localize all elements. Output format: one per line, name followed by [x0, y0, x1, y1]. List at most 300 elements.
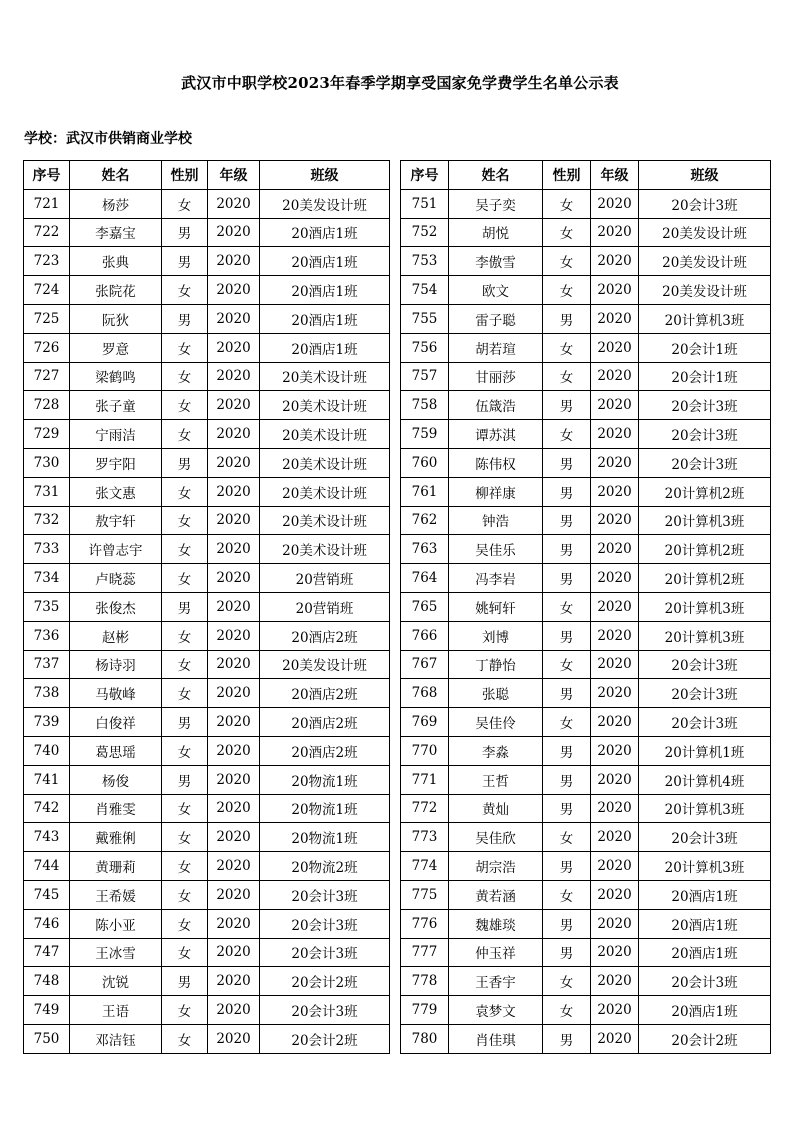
cell-class: 20美术设计班 [260, 535, 390, 564]
cell-class: 20美术设计班 [260, 420, 390, 449]
table-header-row [24, 161, 390, 190]
cell-grade: 2020 [591, 708, 639, 737]
cell-gender: 男 [543, 448, 591, 477]
cell-gender: 男 [543, 1024, 591, 1053]
cell-class: 20营销班 [260, 564, 390, 593]
cell-index: 732 [24, 506, 70, 535]
cell-grade: 2020 [591, 909, 639, 938]
cell-gender: 女 [162, 736, 208, 765]
col-header-grade: 年级 [591, 161, 639, 190]
cell-grade: 2020 [591, 247, 639, 276]
cell-class: 20计算机3班 [639, 794, 771, 823]
cell-name: 阮狄 [70, 304, 162, 333]
table-row [24, 736, 390, 765]
cell-class: 20酒店1班 [260, 218, 390, 247]
table-row [24, 477, 390, 506]
cell-name: 张俊杰 [70, 592, 162, 621]
col-header-name: 姓名 [449, 161, 543, 190]
cell-gender: 女 [543, 362, 591, 391]
cell-gender: 男 [162, 592, 208, 621]
cell-name: 肖雅雯 [70, 794, 162, 823]
cell-index: 768 [401, 679, 449, 708]
col-header-class: 班级 [260, 161, 390, 190]
cell-grade: 2020 [591, 362, 639, 391]
cell-gender: 女 [543, 247, 591, 276]
cell-index: 759 [401, 420, 449, 449]
cell-grade: 2020 [591, 448, 639, 477]
cell-gender: 男 [543, 679, 591, 708]
cell-name: 王语 [70, 996, 162, 1025]
cell-index: 776 [401, 909, 449, 938]
cell-name: 姚轲轩 [449, 592, 543, 621]
cell-gender: 女 [162, 276, 208, 305]
cell-gender: 女 [543, 823, 591, 852]
cell-grade: 2020 [591, 218, 639, 247]
cell-gender: 女 [162, 938, 208, 967]
cell-gender: 女 [543, 420, 591, 449]
cell-class: 20会计3班 [260, 996, 390, 1025]
cell-grade: 2020 [208, 794, 260, 823]
cell-name: 卢晓蕊 [70, 564, 162, 593]
cell-class: 20会计1班 [639, 362, 771, 391]
cell-index: 755 [401, 304, 449, 333]
cell-name: 黄若涵 [449, 880, 543, 909]
cell-grade: 2020 [208, 535, 260, 564]
cell-index: 758 [401, 391, 449, 420]
cell-name: 袁梦文 [449, 996, 543, 1025]
table-row [24, 276, 390, 305]
cell-class: 20计算机4班 [639, 765, 771, 794]
cell-name: 王冰雪 [70, 938, 162, 967]
cell-grade: 2020 [591, 679, 639, 708]
cell-grade: 2020 [591, 276, 639, 305]
cell-index: 736 [24, 621, 70, 650]
cell-index: 775 [401, 880, 449, 909]
cell-class: 20物流2班 [260, 852, 390, 881]
cell-grade: 2020 [591, 506, 639, 535]
cell-class: 20美术设计班 [260, 448, 390, 477]
cell-grade: 2020 [591, 420, 639, 449]
table-row [24, 391, 390, 420]
cell-class: 20计算机3班 [639, 852, 771, 881]
cell-class: 20美术设计班 [260, 391, 390, 420]
cell-class: 20美发设计班 [260, 650, 390, 679]
cell-class: 20会计2班 [639, 1024, 771, 1053]
cell-grade: 2020 [208, 967, 260, 996]
cell-index: 735 [24, 592, 70, 621]
cell-gender: 女 [162, 621, 208, 650]
table-row [401, 477, 771, 506]
cell-grade: 2020 [208, 218, 260, 247]
table-row [401, 823, 771, 852]
cell-index: 749 [24, 996, 70, 1025]
cell-grade: 2020 [208, 420, 260, 449]
table-row [401, 794, 771, 823]
cell-index: 763 [401, 535, 449, 564]
cell-class: 20会计3班 [639, 679, 771, 708]
cell-index: 724 [24, 276, 70, 305]
table-row [24, 996, 390, 1025]
cell-class: 20会计3班 [639, 189, 771, 218]
cell-name: 白俊祥 [70, 708, 162, 737]
cell-gender: 女 [162, 477, 208, 506]
cell-index: 748 [24, 967, 70, 996]
cell-class: 20会计3班 [260, 938, 390, 967]
table-row [24, 333, 390, 362]
cell-grade: 2020 [208, 1024, 260, 1053]
cell-name: 伍箴浩 [449, 391, 543, 420]
cell-class: 20会计1班 [639, 333, 771, 362]
table-row [24, 1024, 390, 1053]
cell-index: 731 [24, 477, 70, 506]
table-row [401, 1024, 771, 1053]
cell-index: 756 [401, 333, 449, 362]
cell-gender: 男 [543, 794, 591, 823]
cell-gender: 男 [543, 736, 591, 765]
table-row [401, 218, 771, 247]
cell-grade: 2020 [208, 477, 260, 506]
cell-name: 仲玉祥 [449, 938, 543, 967]
cell-index: 745 [24, 880, 70, 909]
table-row [24, 592, 390, 621]
cell-index: 757 [401, 362, 449, 391]
cell-grade: 2020 [591, 333, 639, 362]
table-header-row [401, 161, 771, 190]
table-row [401, 736, 771, 765]
col-header-name: 姓名 [70, 161, 162, 190]
cell-gender: 男 [543, 304, 591, 333]
cell-name: 胡悦 [449, 218, 543, 247]
cell-name: 敖宇轩 [70, 506, 162, 535]
cell-index: 779 [401, 996, 449, 1025]
cell-class: 20会计3班 [639, 650, 771, 679]
cell-name: 黄灿 [449, 794, 543, 823]
cell-index: 754 [401, 276, 449, 305]
cell-name: 沈锐 [70, 967, 162, 996]
cell-name: 张院花 [70, 276, 162, 305]
cell-index: 739 [24, 708, 70, 737]
cell-grade: 2020 [208, 650, 260, 679]
page-title: 武汉市中职学校2023年春季学期享受国家免学费学生名单公示表 [181, 74, 619, 92]
cell-index: 751 [401, 189, 449, 218]
cell-gender: 女 [162, 852, 208, 881]
cell-gender: 女 [543, 880, 591, 909]
cell-name: 王希媛 [70, 880, 162, 909]
cell-gender: 男 [543, 506, 591, 535]
cell-gender: 男 [162, 218, 208, 247]
cell-name: 甘丽莎 [449, 362, 543, 391]
cell-class: 20美发设计班 [639, 276, 771, 305]
cell-index: 761 [401, 477, 449, 506]
school-label: 学校：武汉市供销商业学校 [24, 131, 192, 147]
cell-gender: 女 [162, 794, 208, 823]
col-header-index: 序号 [401, 161, 449, 190]
table-row [401, 391, 771, 420]
cell-gender: 男 [162, 765, 208, 794]
cell-grade: 2020 [208, 506, 260, 535]
table-row [24, 304, 390, 333]
cell-index: 746 [24, 909, 70, 938]
cell-name: 王香宇 [449, 967, 543, 996]
cell-grade: 2020 [591, 592, 639, 621]
cell-gender: 男 [162, 247, 208, 276]
cell-class: 20会计2班 [260, 967, 390, 996]
table-row [24, 880, 390, 909]
left-roster-table [23, 160, 390, 1054]
cell-name: 李淼 [449, 736, 543, 765]
cell-gender: 男 [543, 391, 591, 420]
table-row [24, 448, 390, 477]
table-row [401, 189, 771, 218]
cell-gender: 女 [543, 592, 591, 621]
cell-grade: 2020 [208, 880, 260, 909]
cell-grade: 2020 [208, 276, 260, 305]
cell-class: 20计算机3班 [639, 592, 771, 621]
cell-index: 728 [24, 391, 70, 420]
cell-grade: 2020 [591, 736, 639, 765]
cell-class: 20会计2班 [260, 1024, 390, 1053]
cell-grade: 2020 [208, 996, 260, 1025]
cell-class: 20美发设计班 [639, 247, 771, 276]
table-row [401, 679, 771, 708]
cell-gender: 男 [162, 967, 208, 996]
cell-name: 邓洁钰 [70, 1024, 162, 1053]
table-row [24, 909, 390, 938]
cell-gender: 女 [543, 967, 591, 996]
cell-index: 737 [24, 650, 70, 679]
cell-gender: 女 [162, 535, 208, 564]
cell-index: 753 [401, 247, 449, 276]
cell-name: 吴佳伶 [449, 708, 543, 737]
cell-grade: 2020 [591, 564, 639, 593]
cell-grade: 2020 [208, 362, 260, 391]
table-row [401, 276, 771, 305]
col-header-class: 班级 [639, 161, 771, 190]
cell-gender: 女 [543, 708, 591, 737]
cell-index: 742 [24, 794, 70, 823]
cell-class: 20酒店1班 [260, 276, 390, 305]
cell-grade: 2020 [208, 909, 260, 938]
cell-grade: 2020 [208, 333, 260, 362]
cell-class: 20会计3班 [639, 967, 771, 996]
cell-class: 20酒店1班 [639, 996, 771, 1025]
cell-name: 许曾志宇 [70, 535, 162, 564]
table-row [401, 564, 771, 593]
cell-gender: 女 [162, 909, 208, 938]
table-row [24, 564, 390, 593]
cell-class: 20会计3班 [639, 391, 771, 420]
cell-class: 20计算机3班 [639, 621, 771, 650]
cell-name: 张子童 [70, 391, 162, 420]
table-row [24, 823, 390, 852]
table-row [401, 938, 771, 967]
cell-gender: 男 [162, 448, 208, 477]
cell-index: 766 [401, 621, 449, 650]
cell-grade: 2020 [208, 765, 260, 794]
table-row [401, 621, 771, 650]
cell-name: 吴佳欣 [449, 823, 543, 852]
cell-name: 欧文 [449, 276, 543, 305]
table-row [401, 996, 771, 1025]
cell-gender: 男 [543, 909, 591, 938]
cell-grade: 2020 [208, 391, 260, 420]
table-row [24, 794, 390, 823]
cell-class: 20酒店1班 [639, 880, 771, 909]
col-header-gender: 性别 [162, 161, 208, 190]
cell-index: 743 [24, 823, 70, 852]
cell-gender: 男 [543, 477, 591, 506]
cell-grade: 2020 [208, 736, 260, 765]
cell-grade: 2020 [591, 794, 639, 823]
cell-grade: 2020 [591, 535, 639, 564]
cell-class: 20酒店1班 [260, 333, 390, 362]
cell-name: 冯李岩 [449, 564, 543, 593]
table-row [401, 909, 771, 938]
cell-name: 罗意 [70, 333, 162, 362]
cell-name: 陈小亚 [70, 909, 162, 938]
cell-index: 764 [401, 564, 449, 593]
cell-gender: 女 [162, 679, 208, 708]
cell-grade: 2020 [208, 592, 260, 621]
cell-gender: 男 [543, 938, 591, 967]
cell-index: 777 [401, 938, 449, 967]
table-row [401, 448, 771, 477]
cell-class: 20美发设计班 [639, 218, 771, 247]
cell-gender: 女 [543, 996, 591, 1025]
table-row [401, 765, 771, 794]
cell-class: 20酒店1班 [260, 247, 390, 276]
table-row [24, 852, 390, 881]
cell-gender: 女 [162, 506, 208, 535]
cell-class: 20酒店1班 [639, 909, 771, 938]
cell-grade: 2020 [591, 621, 639, 650]
cell-gender: 女 [162, 189, 208, 218]
table-row [401, 967, 771, 996]
cell-class: 20计算机3班 [639, 506, 771, 535]
cell-class: 20计算机1班 [639, 736, 771, 765]
cell-name: 杨诗羽 [70, 650, 162, 679]
cell-grade: 2020 [591, 1024, 639, 1053]
cell-class: 20会计3班 [260, 880, 390, 909]
cell-grade: 2020 [208, 938, 260, 967]
cell-class: 20营销班 [260, 592, 390, 621]
cell-gender: 男 [543, 564, 591, 593]
cell-name: 钟浩 [449, 506, 543, 535]
cell-gender: 女 [162, 564, 208, 593]
cell-class: 20计算机2班 [639, 477, 771, 506]
cell-index: 729 [24, 420, 70, 449]
cell-gender: 男 [543, 535, 591, 564]
cell-name: 王哲 [449, 765, 543, 794]
cell-grade: 2020 [208, 852, 260, 881]
cell-class: 20计算机3班 [639, 304, 771, 333]
cell-index: 744 [24, 852, 70, 881]
col-header-grade: 年级 [208, 161, 260, 190]
cell-gender: 男 [543, 765, 591, 794]
cell-class: 20酒店1班 [639, 938, 771, 967]
cell-name: 赵彬 [70, 621, 162, 650]
cell-class: 20美术设计班 [260, 362, 390, 391]
cell-index: 767 [401, 650, 449, 679]
table-row [24, 189, 390, 218]
cell-class: 20计算机2班 [639, 535, 771, 564]
col-header-index: 序号 [24, 161, 70, 190]
cell-gender: 女 [543, 276, 591, 305]
table-row [24, 506, 390, 535]
cell-name: 戴雅俐 [70, 823, 162, 852]
cell-class: 20酒店2班 [260, 708, 390, 737]
cell-name: 杨莎 [70, 189, 162, 218]
cell-grade: 2020 [591, 938, 639, 967]
cell-index: 774 [401, 852, 449, 881]
cell-grade: 2020 [591, 765, 639, 794]
table-row [24, 967, 390, 996]
cell-name: 梁鹤鸣 [70, 362, 162, 391]
cell-name: 胡宗浩 [449, 852, 543, 881]
cell-index: 738 [24, 679, 70, 708]
cell-index: 750 [24, 1024, 70, 1053]
cell-name: 杨俊 [70, 765, 162, 794]
cell-name: 张典 [70, 247, 162, 276]
cell-name: 李傲雪 [449, 247, 543, 276]
cell-index: 769 [401, 708, 449, 737]
cell-name: 张聪 [449, 679, 543, 708]
cell-gender: 女 [162, 420, 208, 449]
cell-class: 20酒店1班 [260, 304, 390, 333]
table-row [24, 679, 390, 708]
cell-index: 730 [24, 448, 70, 477]
cell-index: 770 [401, 736, 449, 765]
table-row [401, 592, 771, 621]
cell-gender: 女 [162, 650, 208, 679]
cell-gender: 女 [162, 880, 208, 909]
right-roster-table [400, 160, 771, 1054]
table-row [401, 362, 771, 391]
cell-grade: 2020 [591, 852, 639, 881]
cell-index: 740 [24, 736, 70, 765]
cell-name: 陈伟权 [449, 448, 543, 477]
cell-gender: 女 [543, 650, 591, 679]
cell-index: 747 [24, 938, 70, 967]
cell-name: 张文惠 [70, 477, 162, 506]
cell-index: 762 [401, 506, 449, 535]
table-row [401, 506, 771, 535]
cell-index: 778 [401, 967, 449, 996]
cell-name: 马敬峰 [70, 679, 162, 708]
cell-name: 宁雨洁 [70, 420, 162, 449]
cell-grade: 2020 [208, 304, 260, 333]
cell-gender: 女 [162, 1024, 208, 1053]
table-row [24, 708, 390, 737]
cell-class: 20美术设计班 [260, 506, 390, 535]
cell-gender: 男 [543, 621, 591, 650]
cell-grade: 2020 [208, 823, 260, 852]
cell-class: 20会计3班 [639, 708, 771, 737]
table-row [24, 621, 390, 650]
cell-index: 722 [24, 218, 70, 247]
cell-gender: 女 [162, 362, 208, 391]
table-row [401, 304, 771, 333]
cell-index: 727 [24, 362, 70, 391]
table-row [401, 650, 771, 679]
cell-index: 752 [401, 218, 449, 247]
cell-grade: 2020 [591, 304, 639, 333]
cell-class: 20会计3班 [639, 420, 771, 449]
cell-grade: 2020 [208, 621, 260, 650]
cell-grade: 2020 [208, 189, 260, 218]
cell-name: 柳祥康 [449, 477, 543, 506]
cell-gender: 男 [162, 304, 208, 333]
